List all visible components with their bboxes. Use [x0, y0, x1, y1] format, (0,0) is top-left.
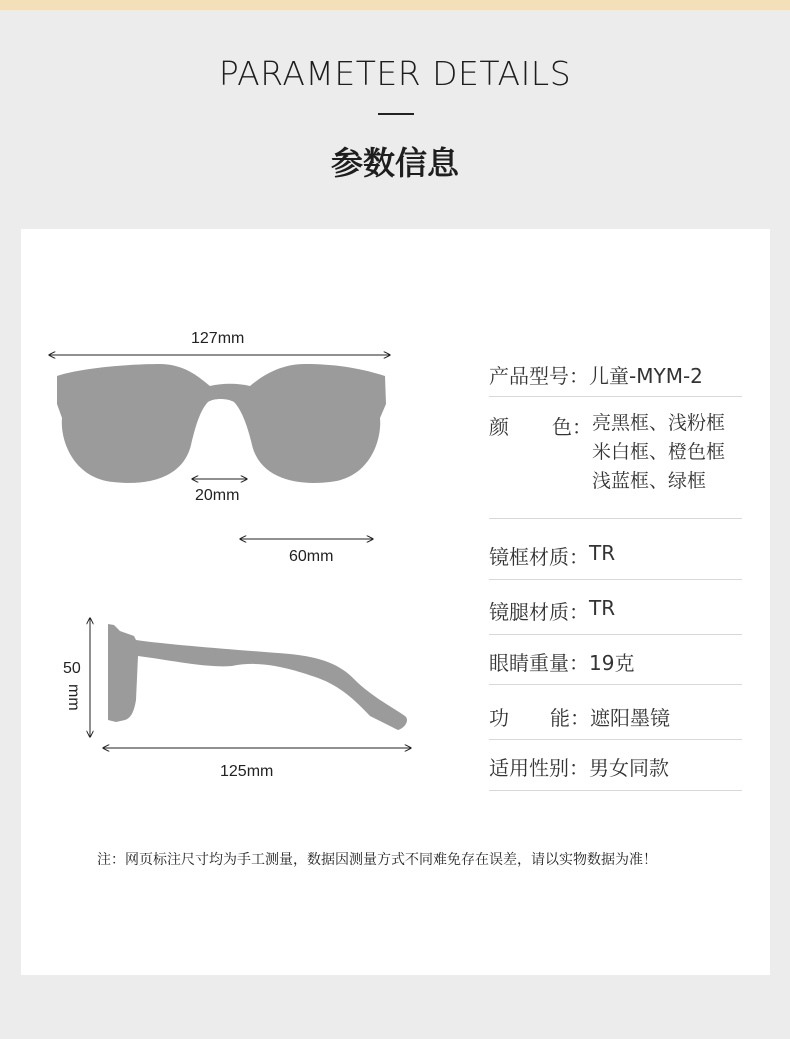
param-value: TR [589, 541, 616, 565]
param-row-color [489, 397, 742, 519]
param-value: TR [589, 596, 616, 620]
param-key: 颜 [489, 415, 509, 439]
param-row-model [489, 350, 742, 397]
param-key: 功 [489, 706, 509, 730]
param-row-gender [489, 740, 742, 791]
param-row-weight [489, 635, 742, 685]
param-value: 男女同款 [589, 756, 669, 780]
param-row-function [489, 685, 742, 740]
glasses-front-shape [57, 364, 386, 483]
lens-height-unit: mm [65, 684, 82, 711]
measurement-note: 注：网页标注尺寸均为手工测量，数据因测量方式不同难免存在误差，请以实物数据为准！ [97, 852, 657, 868]
param-value: 儿童-MYM-2 [589, 364, 703, 388]
bridge-label: 20mm [195, 487, 240, 504]
page-title-en: PARAMETER DETAILS [218, 54, 572, 93]
lens-height-label: 50 [63, 660, 81, 677]
parameter-list [489, 350, 742, 791]
param-key: 镜腿材质： [489, 600, 589, 624]
param-key: 适用性别： [489, 756, 589, 780]
lens-width-label: 60mm [289, 548, 334, 565]
param-value: 19克 [589, 651, 635, 675]
width-label: 127mm [191, 330, 245, 347]
color-options [592, 409, 725, 496]
param-row-temple-material [489, 580, 742, 635]
glasses-side-shape [108, 624, 407, 730]
page-title-cn: 参数信息 [330, 144, 459, 182]
param-row-frame-material [489, 519, 742, 580]
param-key: 能： [550, 706, 590, 730]
param-key: 眼睛重量： [489, 651, 589, 675]
param-key: 产品型号： [489, 364, 589, 388]
temple-length-label: 125mm [220, 763, 274, 780]
color-option: 米白框、橙色框 [592, 441, 726, 463]
color-option: 亮黑框、浅粉框 [592, 412, 726, 434]
color-option: 浅蓝框、绿框 [592, 470, 707, 492]
param-key: 镜框材质： [489, 545, 589, 569]
param-value: 遮阳墨镜 [590, 706, 670, 730]
param-key: 色： [552, 415, 592, 439]
